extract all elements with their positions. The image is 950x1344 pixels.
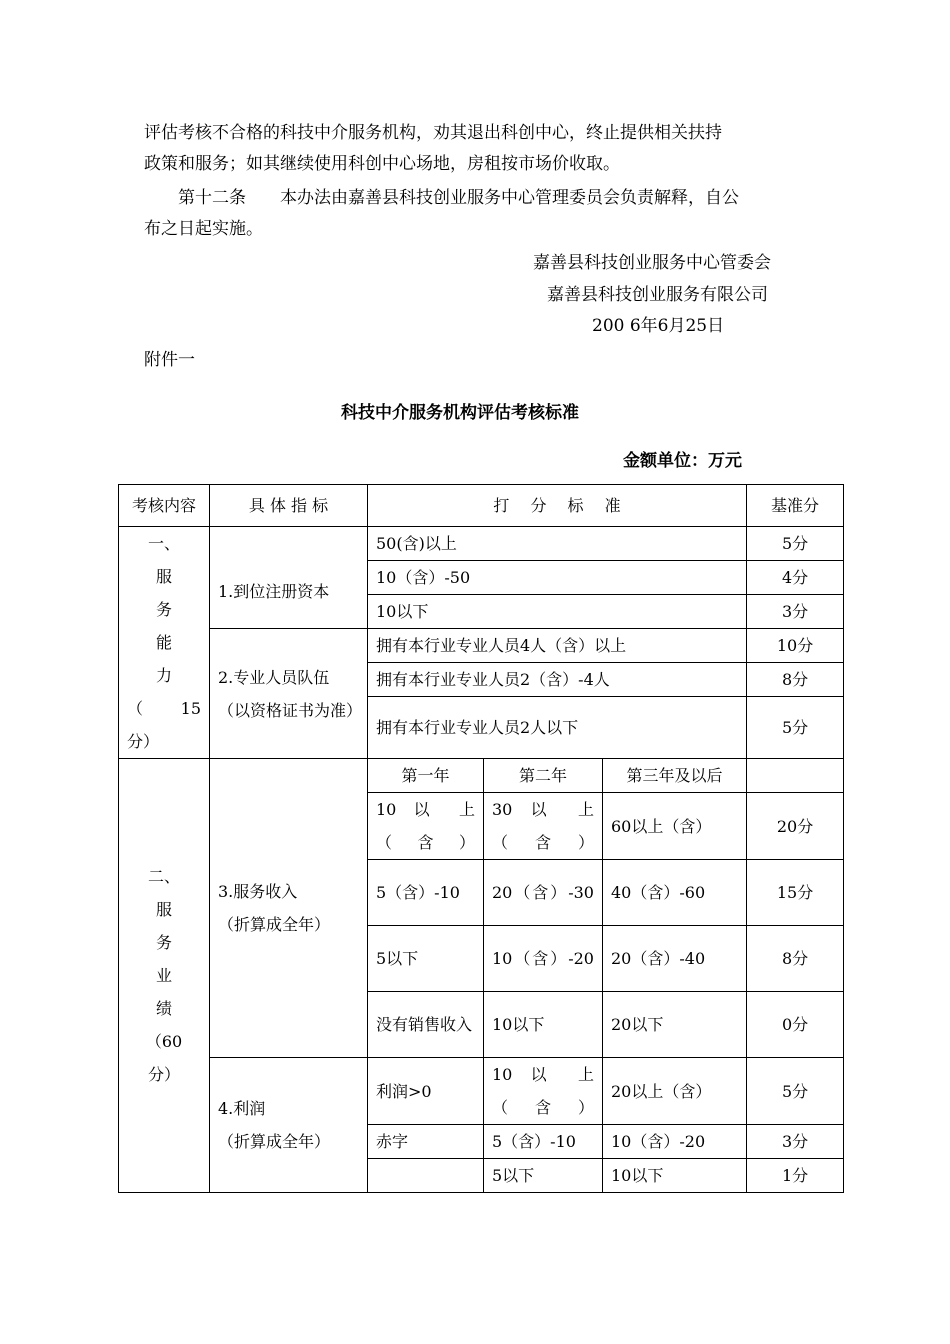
score-cell: 20分: [747, 793, 844, 860]
signature-date: 200 6年6月25日: [592, 316, 725, 336]
section2-label: 二、 服 务 业 绩 （60 分）: [119, 759, 210, 1193]
score-cell: 8分: [747, 663, 844, 697]
year3-cell: 20以下: [603, 992, 747, 1058]
year1-cell: 没有销售收入: [368, 992, 484, 1058]
table-row: [119, 527, 844, 561]
indicator-profit: 4.利润 （折算成全年）: [210, 1058, 368, 1193]
paragraph-line: 第十二条 本办法由嘉善县科技创业服务中心管理委员会负责解释，自公: [178, 188, 739, 208]
header-assessment-content: 考核内容: [119, 485, 210, 527]
score-cell: 5分: [747, 527, 844, 561]
year1-cell: 利润>0: [368, 1058, 484, 1125]
score-cell: 5分: [747, 1058, 844, 1125]
unit-note: 金额单位：万元: [623, 451, 742, 471]
year-header-second: 第二年: [484, 759, 603, 793]
score-cell: 5分: [747, 697, 844, 759]
signature-org2: 嘉善县科技创业服务有限公司: [547, 285, 768, 305]
year3-cell: 60以上（含）: [603, 793, 747, 860]
score-cell: 3分: [747, 1125, 844, 1159]
criterion-cell: 10（含）-50: [368, 561, 747, 595]
criterion-cell: 拥有本行业专业人员2人以下: [368, 697, 747, 759]
indicator-professional-staff: 2.专业人员队伍（以资格证书为准）: [210, 629, 368, 759]
indicator-service-income: 3.服务收入 （折算成全年）: [210, 759, 368, 1058]
score-cell: 3分: [747, 595, 844, 629]
header-scoring-standard: 打 分 标 准: [368, 485, 747, 527]
paragraph-line: 政策和服务；如其继续使用科创中心场地，房租按市场价收取。: [144, 154, 620, 174]
empty-cell: [747, 759, 844, 793]
year2-cell: 20（含）-30: [484, 860, 603, 926]
table-row: [119, 629, 844, 663]
year2-cell: 10（含）-20: [484, 926, 603, 992]
year2-cell: 10以下: [484, 992, 603, 1058]
score-cell: 1分: [747, 1159, 844, 1193]
year1-cell: 5以下: [368, 926, 484, 992]
section1-label: 一、 服 务 能 力 （ 15 分）: [119, 527, 210, 759]
paragraph-line: 布之日起实施。: [144, 219, 263, 239]
score-cell: 0分: [747, 992, 844, 1058]
year3-cell: 20以上（含）: [603, 1058, 747, 1125]
year-header-first: 第一年: [368, 759, 484, 793]
score-cell: 15分: [747, 860, 844, 926]
indicator-registered-capital: 1.到位注册资本: [210, 527, 368, 629]
year-header-row: [119, 759, 844, 793]
score-cell: 8分: [747, 926, 844, 992]
paragraph-line: 评估考核不合格的科技中介服务机构，劝其退出科创中心，终止提供相关扶持: [144, 123, 722, 143]
score-cell: 4分: [747, 561, 844, 595]
year-header-third: 第三年及以后: [603, 759, 747, 793]
year1-cell: 5（含）-10: [368, 860, 484, 926]
year2-cell: 30 以 上（含）: [484, 793, 603, 860]
year1-cell: [368, 1159, 484, 1193]
year2-cell: 10 以 上（含）: [484, 1058, 603, 1125]
criterion-cell: 50(含)以上: [368, 527, 747, 561]
attachment-label: 附件一: [144, 350, 195, 370]
document-title: 科技中介服务机构评估考核标准: [341, 403, 579, 423]
criterion-cell: 拥有本行业专业人员4人（含）以上: [368, 629, 747, 663]
year1-cell: 赤字: [368, 1125, 484, 1159]
year3-cell: 20（含）-40: [603, 926, 747, 992]
year2-cell: 5以下: [484, 1159, 603, 1193]
year3-cell: 10（含）-20: [603, 1125, 747, 1159]
year3-cell: 40（含）-60: [603, 860, 747, 926]
table-header-row: [119, 485, 844, 527]
score-cell: 10分: [747, 629, 844, 663]
evaluation-table: [118, 484, 844, 1193]
criterion-cell: 10以下: [368, 595, 747, 629]
year1-cell: 10 以 上（含）: [368, 793, 484, 860]
year2-cell: 5（含）-10: [484, 1125, 603, 1159]
signature-org1: 嘉善县科技创业服务中心管委会: [533, 253, 771, 273]
header-indicator: 具 体 指 标: [210, 485, 368, 527]
table-row: [119, 1058, 844, 1125]
year3-cell: 10以下: [603, 1159, 747, 1193]
criterion-cell: 拥有本行业专业人员2（含）-4人: [368, 663, 747, 697]
header-base-score: 基准分: [747, 485, 844, 527]
